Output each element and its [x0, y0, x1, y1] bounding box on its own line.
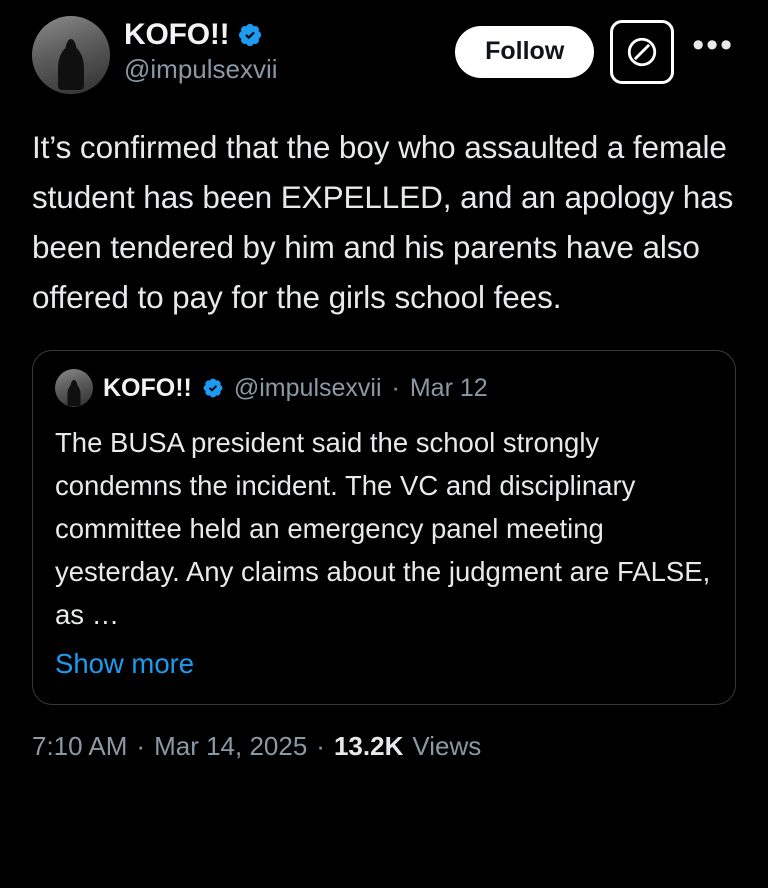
more-options-icon[interactable]: ••• — [690, 35, 736, 69]
tweet-body-text: It’s confirmed that the boy who assaulted a female student has been EXPELLED, and an apology has been tendered by him and his parents have also offered to pay for the girls school fees. — [32, 129, 742, 315]
tweet-header — [32, 14, 736, 106]
quoted-author-display-name: KOFO!! — [103, 373, 192, 402]
footer-separator-2: · — [316, 731, 325, 761]
grok-slash-circle-icon[interactable] — [610, 20, 674, 84]
tweet-time: 7:10 AM — [32, 731, 128, 761]
quoted-tweet-card[interactable] — [32, 350, 736, 705]
author-display-name[interactable]: KOFO!! — [124, 18, 230, 51]
quoted-author-handle: @impulsexvii — [233, 373, 382, 402]
avatar[interactable] — [55, 369, 93, 407]
quoted-tweet-header — [55, 369, 713, 407]
views-label: Views — [412, 731, 482, 761]
author-handle[interactable]: @impulsexvii — [124, 54, 278, 84]
quoted-separator: · — [391, 373, 400, 402]
views-count[interactable]: 13.2K — [333, 731, 404, 761]
avatar[interactable] — [32, 16, 110, 94]
footer-separator-1: · — [136, 731, 146, 761]
header-actions — [455, 14, 736, 84]
tweet-date: Mar 14, 2025 — [154, 731, 308, 761]
author-name-row — [124, 18, 441, 52]
follow-button[interactable]: Follow — [455, 26, 594, 78]
quoted-tweet-date: Mar 12 — [409, 373, 488, 402]
verified-badge-icon — [237, 22, 263, 48]
author-name-block — [124, 14, 441, 85]
quoted-tweet-body-text: The BUSA president said the school strongly condemns the incident. The VC and disciplinary committee held an emergency panel meeting yesterday. Any claims about the judgment are FALSE, as … — [55, 427, 718, 630]
show-more-link[interactable]: Show more — [55, 648, 195, 679]
verified-badge-icon — [202, 377, 224, 399]
tweet-metadata-footer — [32, 731, 736, 762]
